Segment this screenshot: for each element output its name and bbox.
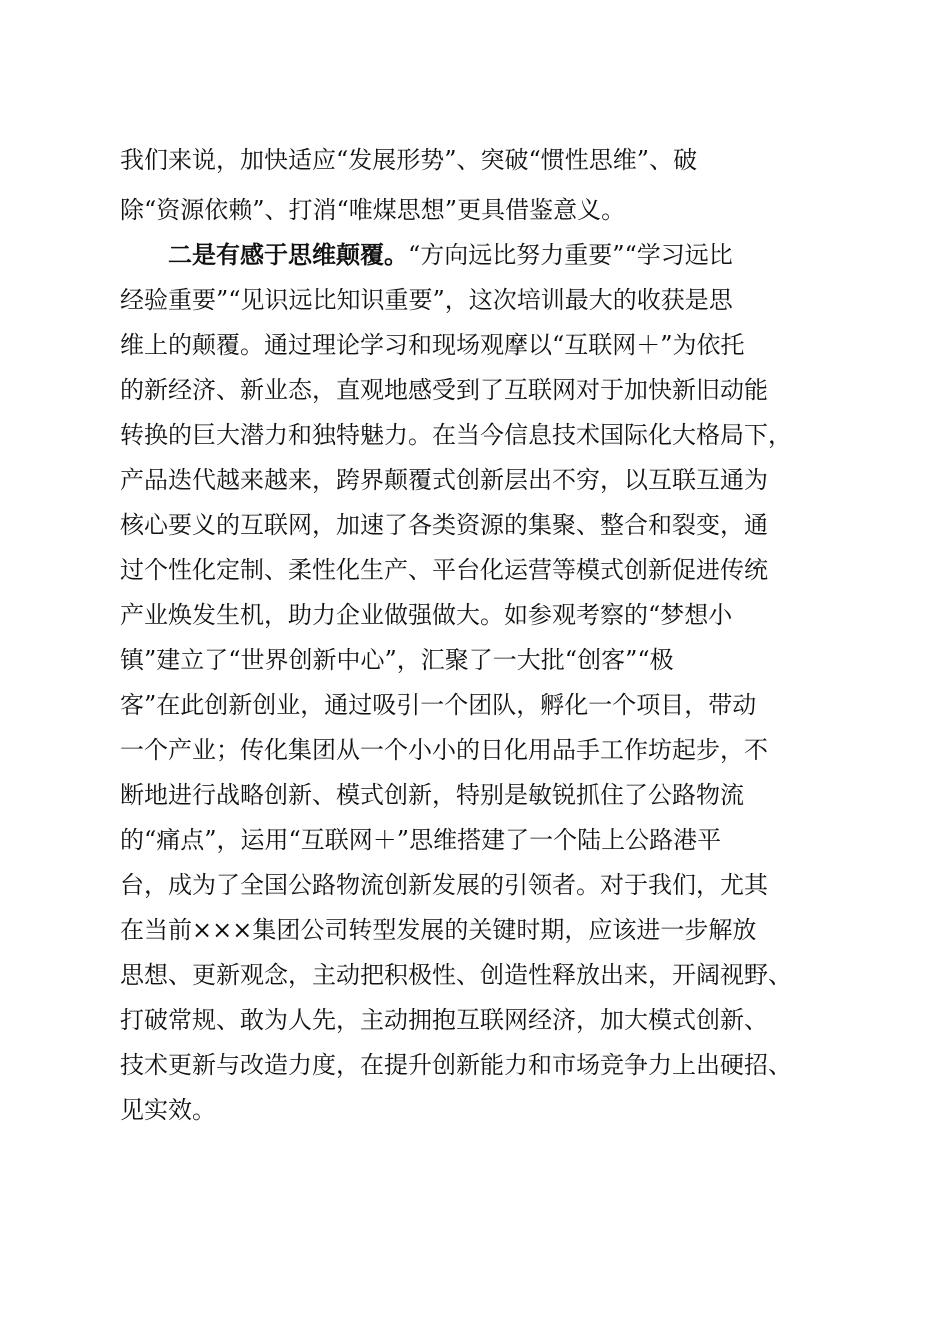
paragraph-2-line-12: 一个产业；传化集团从一个小小的日化用品手工作坊起步，不 (120, 736, 768, 764)
paragraph-2-line-5: 转换的巨大潜力和独特魅力。在当今信息技术国际化大格局下， (120, 421, 792, 449)
paragraph-2-line-20: 见实效。 (120, 1096, 216, 1124)
paragraph-2-line-7: 核心要义的互联网，加速了各类资源的集聚、整合和裂变，通 (120, 511, 768, 539)
paragraph-2-line-13: 断地进行战略创新、模式创新，特别是敏锐抓住了公路物流 (120, 781, 744, 809)
paragraph-2-line-19: 技术更新与改造力度，在提升创新能力和市场竞争力上出硬招、 (120, 1051, 792, 1079)
paragraph-2-line-16: 在当前×××集团公司转型发展的关键时期，应该进一步解放 (120, 916, 757, 944)
paragraph-2-line-9: 产业焕发生机，助力企业做强做大。如参观考察的“梦想小 (120, 601, 733, 629)
paragraph-2-line-1 (168, 238, 733, 272)
paragraph-2-line-2: 经验重要”“见识远比知识重要”，这次培训最大的收获是思 (120, 286, 733, 314)
paragraph-2-lead-heading: 二是有感于思维颠覆。 (168, 240, 408, 269)
paragraph-2-line-14: 的“痛点”，运用“互联网＋”思维搭建了一个陆上公路港平 (120, 826, 722, 854)
paragraph-1-line-1: 我们来说，加快适应“发展形势”、突破“惯性思维”、破 (120, 146, 698, 174)
paragraph-2-line-8: 过个性化定制、柔性化生产、平台化运营等模式创新促进传统 (120, 556, 768, 584)
paragraph-2-line-3: 维上的颠覆。通过理论学习和现场观摩以“互联网＋”为依托 (120, 331, 745, 359)
paragraph-2-line-6: 产品迭代越来越来，跨界颠覆式创新层出不穷，以互联互通为 (120, 466, 768, 494)
paragraph-2-line-15: 台，成为了全国公路物流创新发展的引领者。对于我们，尤其 (120, 871, 768, 899)
paragraph-2-line-11: 客”在此创新创业，通过吸引一个团队，孵化一个项目，带动 (120, 691, 757, 719)
paragraph-2-line-1-text: “方向远比努力重要”“学习远比 (408, 241, 733, 269)
paragraph-2-line-18: 打破常规、敢为人先，主动拥抱互联网经济，加大模式创新、 (120, 1006, 768, 1034)
paragraph-1-line-2: 除“资源依赖”、打消“唯煤思想”更具借鉴意义。 (120, 196, 626, 224)
paragraph-2-line-17: 思想、更新观念，主动把积极性、创造性释放出来，开阔视野、 (120, 961, 792, 989)
paragraph-2-line-10: 镇”建立了“世界创新中心”，汇聚了一大批“创客”“极 (120, 646, 674, 674)
paragraph-2-line-4: 的新经济、新业态，直观地感受到了互联网对于加快新旧动能 (120, 376, 768, 404)
